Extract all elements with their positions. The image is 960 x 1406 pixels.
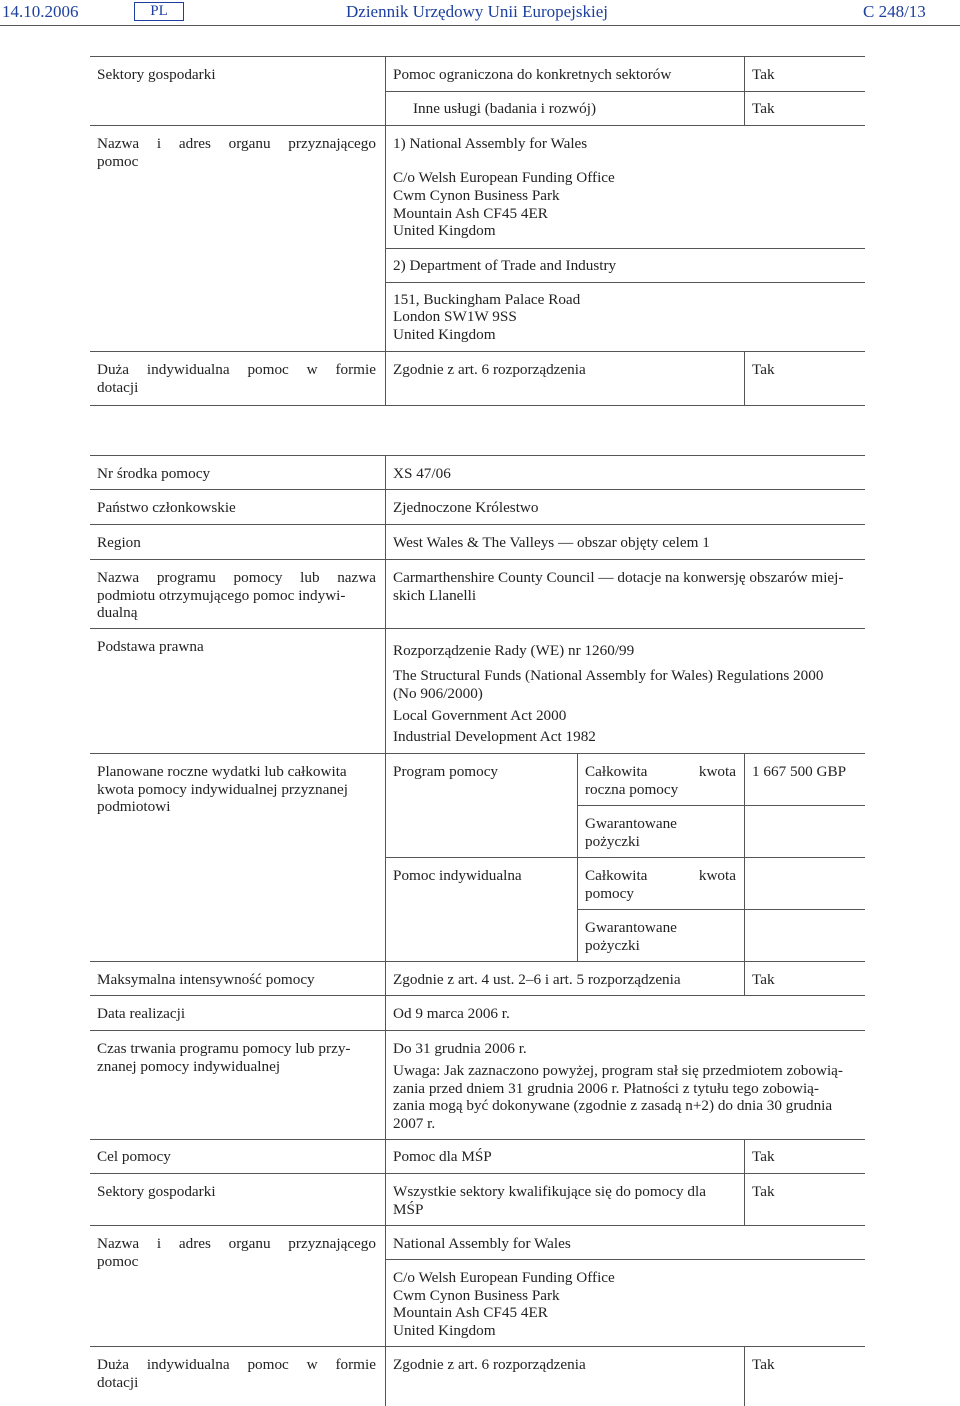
t2-col-line xyxy=(744,1139,745,1225)
address-line: United Kingdom xyxy=(393,222,496,239)
expenditure-label: podmiotowi xyxy=(97,798,171,815)
word: programu xyxy=(156,569,216,586)
large-aid-yes: Tak xyxy=(752,1356,775,1373)
t1-col-line xyxy=(744,56,745,125)
word: dotacji xyxy=(97,378,139,396)
word: pomocy xyxy=(585,884,634,902)
word: Całkowita xyxy=(585,763,648,780)
word: organu xyxy=(228,1235,271,1252)
t2-col-line xyxy=(577,753,578,961)
t2-line xyxy=(90,1030,865,1031)
address-line: C/o Welsh European Funding Office xyxy=(393,1269,615,1286)
authority-label xyxy=(97,1235,376,1270)
t2-line xyxy=(90,628,865,629)
word: Nazwa xyxy=(97,1235,140,1252)
measure-no: XS 47/06 xyxy=(393,465,451,482)
authority-name: National Assembly for Wales xyxy=(393,1235,571,1252)
word: podmiotu otrzymującego pomoc indywi- xyxy=(97,586,346,604)
address-line: Cwm Cynon Business Park xyxy=(393,187,560,204)
large-aid-label xyxy=(97,361,376,396)
t2-line xyxy=(90,559,865,560)
t2-line xyxy=(90,753,865,754)
publication-date: 14.10.2006 xyxy=(2,2,79,21)
t1-line xyxy=(90,125,865,126)
note-line: zania mogą być dokonywane (zgodnie z zasadą n+2) do dnia 30 grudnia xyxy=(393,1097,833,1114)
objective: Pomoc dla MŚP xyxy=(393,1148,492,1165)
guaranteed-loans-label: pożyczki xyxy=(585,937,640,954)
t1-line-top xyxy=(90,56,865,57)
word: pomoc xyxy=(97,1252,139,1270)
word: indywidualna xyxy=(146,1356,230,1373)
sectors-yes: Tak xyxy=(752,1183,775,1200)
region: West Wales & The Valleys — obszar objęty celem 1 xyxy=(393,534,710,551)
word: pomocy xyxy=(233,569,283,586)
t1-col-line xyxy=(744,351,745,405)
t2-line xyxy=(90,489,865,490)
word: formie xyxy=(335,361,376,378)
large-aid-value: Zgodnie z art. 6 rozporządzenia xyxy=(393,1356,586,1373)
sectors-label: Sektory gospodarki xyxy=(97,1183,216,1200)
intensity-label: Maksymalna intensywność pomocy xyxy=(97,971,315,988)
address-line: C/o Welsh European Funding Office xyxy=(393,169,615,186)
legal-basis-item: Industrial Development Act 1982 xyxy=(393,728,596,745)
sectors-value: Pomoc ograniczona do konkretnych sektorów xyxy=(393,66,672,83)
word: dualną xyxy=(97,604,138,621)
legal-basis-item: (No 906/2000) xyxy=(393,685,483,702)
word: w xyxy=(306,361,318,378)
t2-line xyxy=(90,1173,865,1174)
guaranteed-loans-label: pożyczki xyxy=(585,833,640,850)
t2-col-line xyxy=(744,1346,745,1406)
intensity-yes: Tak xyxy=(752,971,775,988)
word: pomoc xyxy=(97,152,139,170)
t2-line xyxy=(385,1259,865,1260)
guaranteed-loans-label: Gwarantowane xyxy=(585,815,677,832)
duration-label: znanej pomocy indywidualnej xyxy=(97,1058,281,1075)
impl-date: Od 9 marca 2006 r. xyxy=(393,1005,510,1022)
legal-basis-item: Rozporządzenie Rady (WE) nr 1260/99 xyxy=(393,642,635,659)
word: i xyxy=(156,135,162,152)
large-aid-yes: Tak xyxy=(752,361,775,378)
t2-line xyxy=(577,909,865,910)
word: Duża xyxy=(97,1356,130,1373)
word: organu xyxy=(228,135,271,152)
journal-title: Dziennik Urzędowy Unii Europejskiej xyxy=(346,2,609,21)
t1-line-bottom xyxy=(90,405,865,406)
word: adres xyxy=(178,135,211,152)
expenditure-label: kwota pomocy indywidualnej przyznanej xyxy=(97,781,348,798)
address-line: 151, Buckingham Palace Road xyxy=(393,291,581,308)
annual-amount: 1 667 500 GBP xyxy=(752,763,847,780)
t2-line xyxy=(90,995,865,996)
word: pomoc xyxy=(247,1356,289,1373)
sectors-label: Sektory gospodarki xyxy=(97,66,216,83)
address-line: Cwm Cynon Business Park xyxy=(393,1287,560,1304)
t2-line xyxy=(90,455,865,456)
word: w xyxy=(306,1356,318,1373)
page-reference: C 248/13 xyxy=(863,2,926,21)
address-line: United Kingdom xyxy=(393,1322,496,1339)
word: przyznającego xyxy=(288,135,376,152)
large-aid-value: Zgodnie z art. 6 rozporządzenia xyxy=(393,361,586,378)
word: formie xyxy=(335,1356,376,1373)
t2-line xyxy=(90,1225,865,1226)
objective-label: Cel pomocy xyxy=(97,1148,171,1165)
ad-hoc-aid: Pomoc indywidualna xyxy=(393,867,522,884)
address-line: Mountain Ash CF45 4ER xyxy=(393,1304,548,1321)
t2-col-line xyxy=(385,455,386,1406)
note-line: 2007 r. xyxy=(393,1115,436,1132)
word: nazwa xyxy=(337,569,376,586)
word: Całkowita xyxy=(585,867,648,884)
guaranteed-loans-label: Gwarantowane xyxy=(585,919,677,936)
intensity: Zgodnie z art. 4 ust. 2–6 i art. 5 rozporządzenia xyxy=(393,971,681,988)
programme-label xyxy=(97,569,376,622)
t2-line xyxy=(90,961,865,962)
programme-name: Carmarthenshire County Council — dotacje na konwersję obszarów miej- xyxy=(393,569,844,586)
t1-line xyxy=(385,282,865,283)
header-rule xyxy=(0,25,960,26)
word: Nazwa xyxy=(97,569,140,586)
duration: Do 31 grudnia 2006 r. xyxy=(393,1040,527,1057)
t1-col-line xyxy=(385,56,386,405)
t1-line xyxy=(385,248,865,249)
t1-line xyxy=(90,351,865,352)
sectors-value: Inne usługi (badania i rozwój) xyxy=(413,100,597,117)
address-line: United Kingdom xyxy=(393,326,496,343)
member-state-label: Państwo członkowskie xyxy=(97,499,236,516)
objective-yes: Tak xyxy=(752,1148,775,1165)
sectors-yes: Tak xyxy=(752,66,775,83)
legal-basis-label: Podstawa prawna xyxy=(97,638,204,655)
expenditure-label: Planowane roczne wydatki lub całkowita xyxy=(97,763,347,780)
word: adres xyxy=(178,1235,211,1252)
address-line: London SW1W 9SS xyxy=(393,308,517,325)
authority-label xyxy=(97,135,376,170)
duration-label: Czas trwania programu pomocy lub przy- xyxy=(97,1040,351,1057)
annual-total-label xyxy=(585,763,736,798)
t2-line xyxy=(90,524,865,525)
t2-line xyxy=(90,1139,865,1140)
t2-col-line xyxy=(744,753,745,961)
word: dotacji xyxy=(97,1373,139,1391)
word: Duża xyxy=(97,361,130,378)
large-aid-label xyxy=(97,1356,376,1391)
t2-line xyxy=(577,805,865,806)
member-state: Zjednoczone Królestwo xyxy=(393,499,539,516)
aid-scheme: Program pomocy xyxy=(393,763,499,780)
t2-line xyxy=(90,1346,865,1347)
word: i xyxy=(156,1235,162,1252)
total-aid-label xyxy=(585,867,736,902)
word: roczna pomocy xyxy=(585,780,679,798)
word: indywidualna xyxy=(146,361,230,378)
programme-name: skich Llanelli xyxy=(393,587,477,604)
word: Nazwa xyxy=(97,135,140,152)
t2-col-line xyxy=(744,961,745,995)
measure-no-label: Nr środka pomocy xyxy=(97,465,211,482)
word: pomoc xyxy=(247,361,289,378)
legal-basis-item: Local Government Act 2000 xyxy=(393,707,567,724)
sectors-yes: Tak xyxy=(752,100,775,117)
region-label: Region xyxy=(97,534,141,551)
authority-1-name: 1) National Assembly for Wales xyxy=(393,135,588,152)
sectors-value: MŚP xyxy=(393,1201,424,1218)
legal-basis-item: The Structural Funds (National Assembly for Wales) Regulations 2000 xyxy=(393,667,824,684)
sectors-value: Wszystkie sektory kwalifikujące się do pomocy dla xyxy=(393,1183,706,1200)
word: kwota xyxy=(698,763,736,780)
authority-2-name: 2) Department of Trade and Industry xyxy=(393,257,617,274)
word: lub xyxy=(300,569,320,586)
word: kwota xyxy=(698,867,736,884)
address-line: Mountain Ash CF45 4ER xyxy=(393,205,548,222)
note-line: zania przed dniem 31 grudnia 2006 r. Płatności z tytułu tego zobowią- xyxy=(393,1080,819,1097)
word: przyznającego xyxy=(288,1235,376,1252)
language-code: PL xyxy=(134,2,184,21)
t1-line-sub xyxy=(385,91,865,92)
t2-line xyxy=(385,857,865,858)
impl-date-label: Data realizacji xyxy=(97,1005,186,1022)
note-line: Uwaga: Jak zaznaczono powyżej, program stał się przedmiotem zobowią- xyxy=(393,1062,843,1079)
